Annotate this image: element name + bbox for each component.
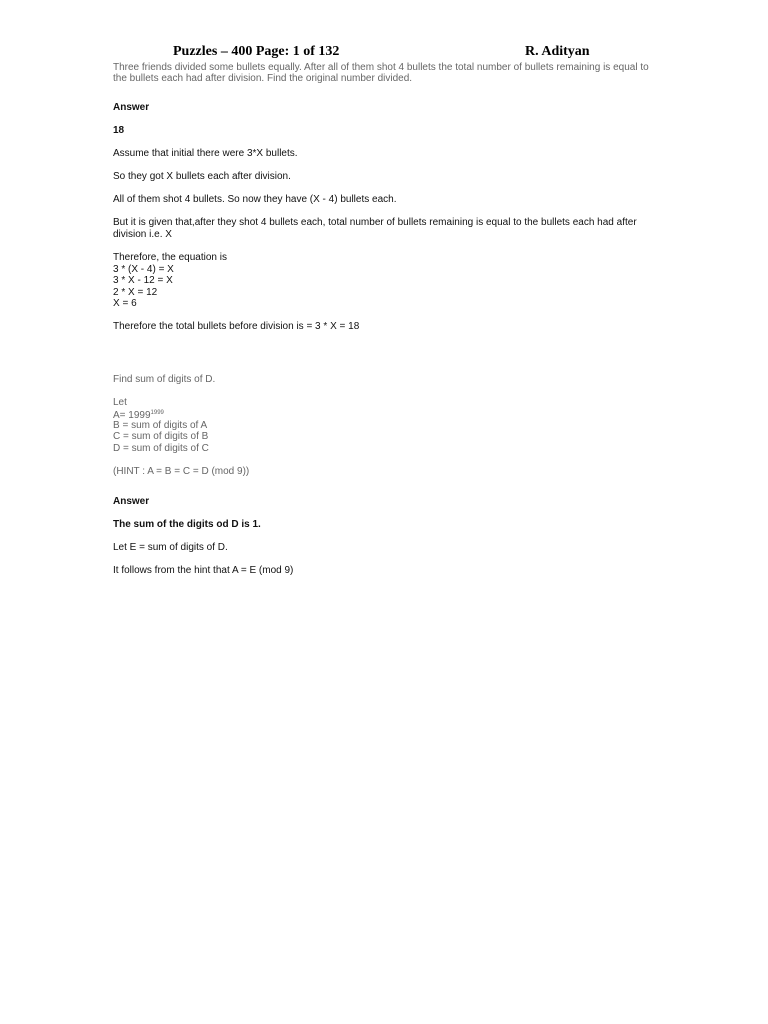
puzzle1-step-1: Assume that initial there were 3*X bullets. (113, 148, 298, 159)
puzzle1-equation-intro: Therefore, the equation is (113, 252, 227, 263)
puzzle1-equation-2: 3 * X - 12 = X (113, 275, 173, 286)
puzzle1-question-line1: Three friends divided some bullets equally. After all of them shot 4 bullets the total number of bullets remaining is equal to (113, 62, 649, 73)
puzzle1-step-3: All of them shot 4 bullets. So now they have (X - 4) bullets each. (113, 194, 397, 205)
puzzle2-step-2: It follows from the hint that A = E (mod 9) (113, 565, 294, 576)
puzzle1-question-line2: the bullets each had after division. Find the original number divided. (113, 73, 413, 84)
puzzle2-hint: (HINT : A = B = C = D (mod 9)) (113, 466, 250, 477)
puzzle1-conclusion: Therefore the total bullets before division is = 3 * X = 18 (113, 321, 360, 332)
puzzle1-step-4-line2: division i.e. X (113, 229, 172, 240)
puzzle1-step-2: So they got X bullets each after division. (113, 171, 291, 182)
puzzle2-let: Let (113, 397, 127, 408)
puzzle2-question: Find sum of digits of D. (113, 374, 216, 385)
puzzle2-d-definition: D = sum of digits of C (113, 443, 209, 454)
puzzle2-step-1: Let E = sum of digits of D. (113, 542, 228, 553)
page-header-author: R. Adityan (525, 44, 590, 59)
page-header-title: Puzzles – 400 Page: 1 of 132 (173, 44, 340, 59)
puzzle2-a-exponent: 1999 (150, 410, 164, 416)
puzzle1-step-4-line1: But it is given that,after they shot 4 bullets each, total number of bullets remaining is equal to the bullets each had after (113, 217, 637, 228)
puzzle1-equation-3: 2 * X = 12 (113, 287, 158, 298)
puzzle1-equation-4: X = 6 (113, 298, 137, 309)
puzzle2-answer-value: The sum of the digits od D is 1. (113, 519, 261, 530)
puzzle2-b-definition: B = sum of digits of A (113, 420, 208, 431)
puzzle1-answer-value: 18 (113, 125, 125, 136)
puzzle1-answer-heading: Answer (113, 102, 150, 113)
puzzle2-c-definition: C = sum of digits of B (113, 431, 209, 442)
puzzle2-answer-heading: Answer (113, 496, 150, 507)
puzzle1-equation-1: 3 * (X - 4) = X (113, 264, 174, 275)
puzzle2-a-base: A= 1999 (113, 410, 151, 421)
